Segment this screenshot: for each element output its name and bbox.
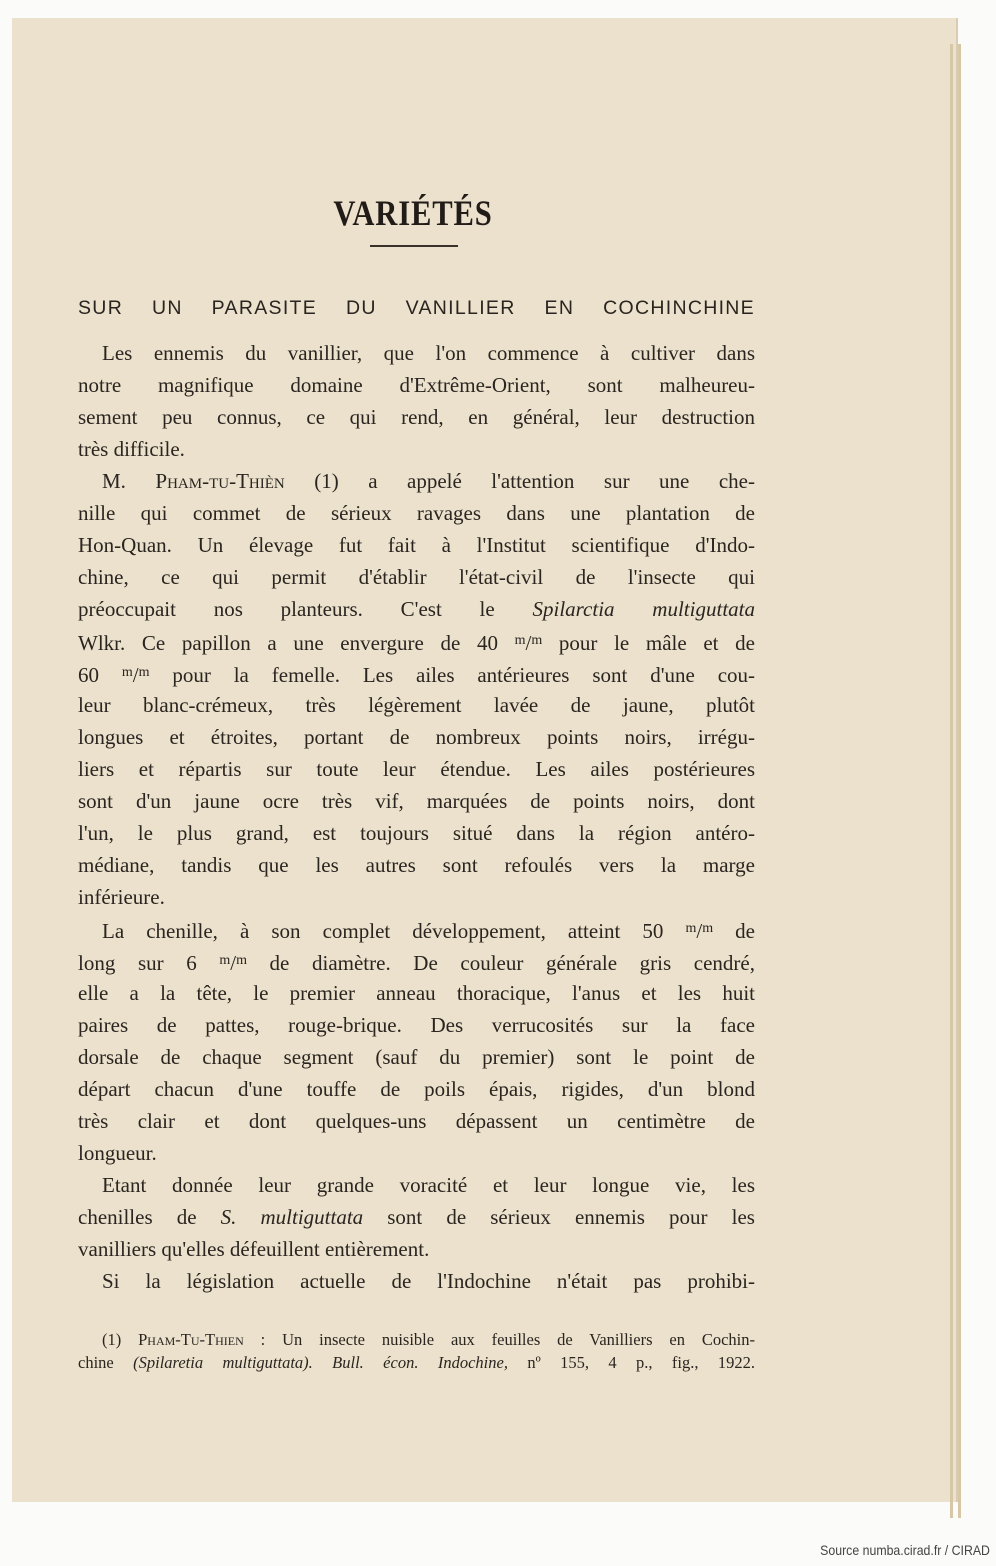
text-segment: chine, ce qui permit d'établir l'état-civil de l'insecte qui bbox=[78, 565, 755, 589]
text-segment: dorsale de chaque segment (sauf du premier) sont le point de bbox=[78, 1045, 755, 1069]
text-line bbox=[78, 1351, 755, 1374]
text-line bbox=[78, 1265, 755, 1297]
text-line bbox=[78, 945, 755, 977]
text-line bbox=[78, 1201, 755, 1233]
text-segment: (Spilaretia multiguttata). Bull. écon. Indochine, bbox=[133, 1353, 508, 1372]
text-segment: Etant donnée leur grande voracité et leur longue vie, les bbox=[102, 1173, 755, 1197]
source-credit: Source numba.cirad.fr / CIRAD bbox=[820, 1542, 990, 1558]
text-segment: / bbox=[525, 631, 532, 655]
text-line bbox=[78, 625, 755, 657]
text-line bbox=[78, 849, 755, 881]
text-segment: départ chacun d'une touffe de poils épais, rigides, d'un blond bbox=[78, 1077, 755, 1101]
text-segment: m bbox=[219, 953, 231, 968]
text-segment: (1) a appelé l'attention sur une che- bbox=[284, 469, 755, 493]
text-segment: m bbox=[685, 921, 697, 936]
title-rule bbox=[370, 245, 458, 247]
text-segment: de bbox=[713, 919, 755, 943]
text-segment: médiane, tandis que les autres sont refoulés vers la marge bbox=[78, 853, 755, 877]
text-segment: Hon-Quan. Un élevage fut fait à l'Institut scientifique d'Indo- bbox=[78, 533, 755, 557]
page-edge bbox=[950, 44, 953, 1518]
text-line bbox=[78, 1105, 755, 1137]
text-segment: / bbox=[230, 951, 237, 975]
text-line bbox=[78, 689, 755, 721]
text-line bbox=[78, 1137, 755, 1169]
text-segment: longueur. bbox=[78, 1141, 157, 1165]
section-title: VARIÉTÉS bbox=[333, 193, 493, 233]
text-segment: pour le mâle et de bbox=[542, 631, 755, 655]
text-line bbox=[78, 1041, 755, 1073]
text-line bbox=[78, 529, 755, 561]
text-line bbox=[78, 561, 755, 593]
text-line bbox=[78, 497, 755, 529]
text-line bbox=[78, 721, 755, 753]
text-segment: m bbox=[702, 921, 714, 936]
text-segment: très clair et dont quelques-uns dépassent un centimètre de bbox=[78, 1109, 755, 1133]
text-segment: elle a la tête, le premier anneau thoracique, l'anus et les huit bbox=[78, 981, 755, 1005]
text-line bbox=[78, 881, 755, 913]
text-line bbox=[78, 977, 755, 1009]
text-segment: sont de sérieux ennemis pour les bbox=[363, 1205, 755, 1229]
footnote bbox=[78, 1328, 755, 1374]
text-line bbox=[78, 753, 755, 785]
text-segment: Spilarctia multiguttata bbox=[532, 597, 755, 621]
text-segment: m bbox=[514, 633, 526, 648]
text-segment: / bbox=[132, 663, 139, 687]
text-segment: Si la législation actuelle de l'Indochine n'était pas prohibi- bbox=[102, 1269, 755, 1293]
text-segment: l'un, le plus grand, est toujours situé dans la région antéro- bbox=[78, 821, 755, 845]
text-segment: longues et étroites, portant de nombreux points noirs, irrégu- bbox=[78, 725, 755, 749]
article-body bbox=[78, 337, 755, 1297]
text-segment: notre magnifique domaine d'Extrême-Orient, sont malheureu- bbox=[78, 373, 755, 397]
text-line bbox=[78, 785, 755, 817]
text-segment: pour la femelle. Les ailes antérieures sont d'une cou- bbox=[149, 663, 756, 687]
text-line bbox=[78, 1073, 755, 1105]
text-segment: très difficile. bbox=[78, 437, 185, 461]
text-segment: : Un insecte nuisible aux feuilles de Vanilliers en Cochin- bbox=[243, 1330, 755, 1349]
text-segment: liers et répartis sur toute leur étendue. Les ailes postérieures bbox=[78, 757, 755, 781]
text-line bbox=[78, 1169, 755, 1201]
text-segment: inférieure. bbox=[78, 885, 165, 909]
text-segment: de diamètre. De couleur générale gris cendré, bbox=[246, 951, 755, 975]
article-heading: SUR UN PARASITE DU VANILLIER EN COCHINCHINE bbox=[78, 297, 755, 319]
text-line bbox=[78, 337, 755, 369]
text-line bbox=[78, 817, 755, 849]
text-segment: Pham-Tu-Thien bbox=[138, 1330, 244, 1349]
text-line bbox=[78, 1233, 755, 1265]
page-edge bbox=[958, 44, 961, 1518]
text-line bbox=[78, 593, 755, 625]
text-line bbox=[78, 657, 755, 689]
text-segment: long sur 6 bbox=[78, 951, 220, 975]
text-segment: nº 155, 4 p., fig., 1922. bbox=[507, 1353, 756, 1372]
text-segment: La chenille, à son complet développement, atteint 50 bbox=[102, 919, 686, 943]
text-segment: m bbox=[121, 665, 133, 680]
text-line bbox=[78, 1009, 755, 1041]
text-line bbox=[78, 369, 755, 401]
text-segment: S. multiguttata bbox=[220, 1205, 364, 1229]
text-segment: 60 bbox=[78, 663, 122, 687]
text-line bbox=[78, 1328, 755, 1351]
text-line bbox=[78, 433, 755, 465]
text-segment: chine bbox=[78, 1353, 134, 1372]
text-segment: leur blanc-crémeux, très légèrement lavée de jaune, plutôt bbox=[78, 693, 755, 717]
text-segment: paires de pattes, rouge-brique. Des verrucosités sur la face bbox=[78, 1013, 755, 1037]
text-segment: vanilliers qu'elles défeuillent entièrement. bbox=[78, 1237, 430, 1261]
text-segment: chenilles de bbox=[78, 1205, 221, 1229]
text-segment: nille qui commet de sérieux ravages dans une plantation de bbox=[78, 501, 755, 525]
text-segment: sont d'un jaune ocre très vif, marquées de points noirs, dont bbox=[78, 789, 755, 813]
text-segment: m bbox=[531, 633, 543, 648]
text-segment: m bbox=[138, 665, 150, 680]
text-segment: (1) bbox=[102, 1330, 139, 1349]
text-segment: préoccupait nos planteurs. C'est le bbox=[78, 597, 533, 621]
text-line bbox=[78, 465, 755, 497]
text-line bbox=[78, 401, 755, 433]
text-segment: Wlkr. Ce papillon a une envergure de 40 bbox=[78, 631, 515, 655]
text-line bbox=[78, 913, 755, 945]
text-segment: sement peu connus, ce qui rend, en général, leur destruction bbox=[78, 405, 755, 429]
text-segment: m bbox=[236, 953, 247, 968]
text-segment: Les ennemis du vanillier, que l'on commence à cultiver dans bbox=[102, 341, 755, 365]
text-segment: Pham-tu-Thièn bbox=[155, 469, 285, 493]
text-segment: M. bbox=[102, 469, 156, 493]
text-segment: / bbox=[696, 919, 703, 943]
